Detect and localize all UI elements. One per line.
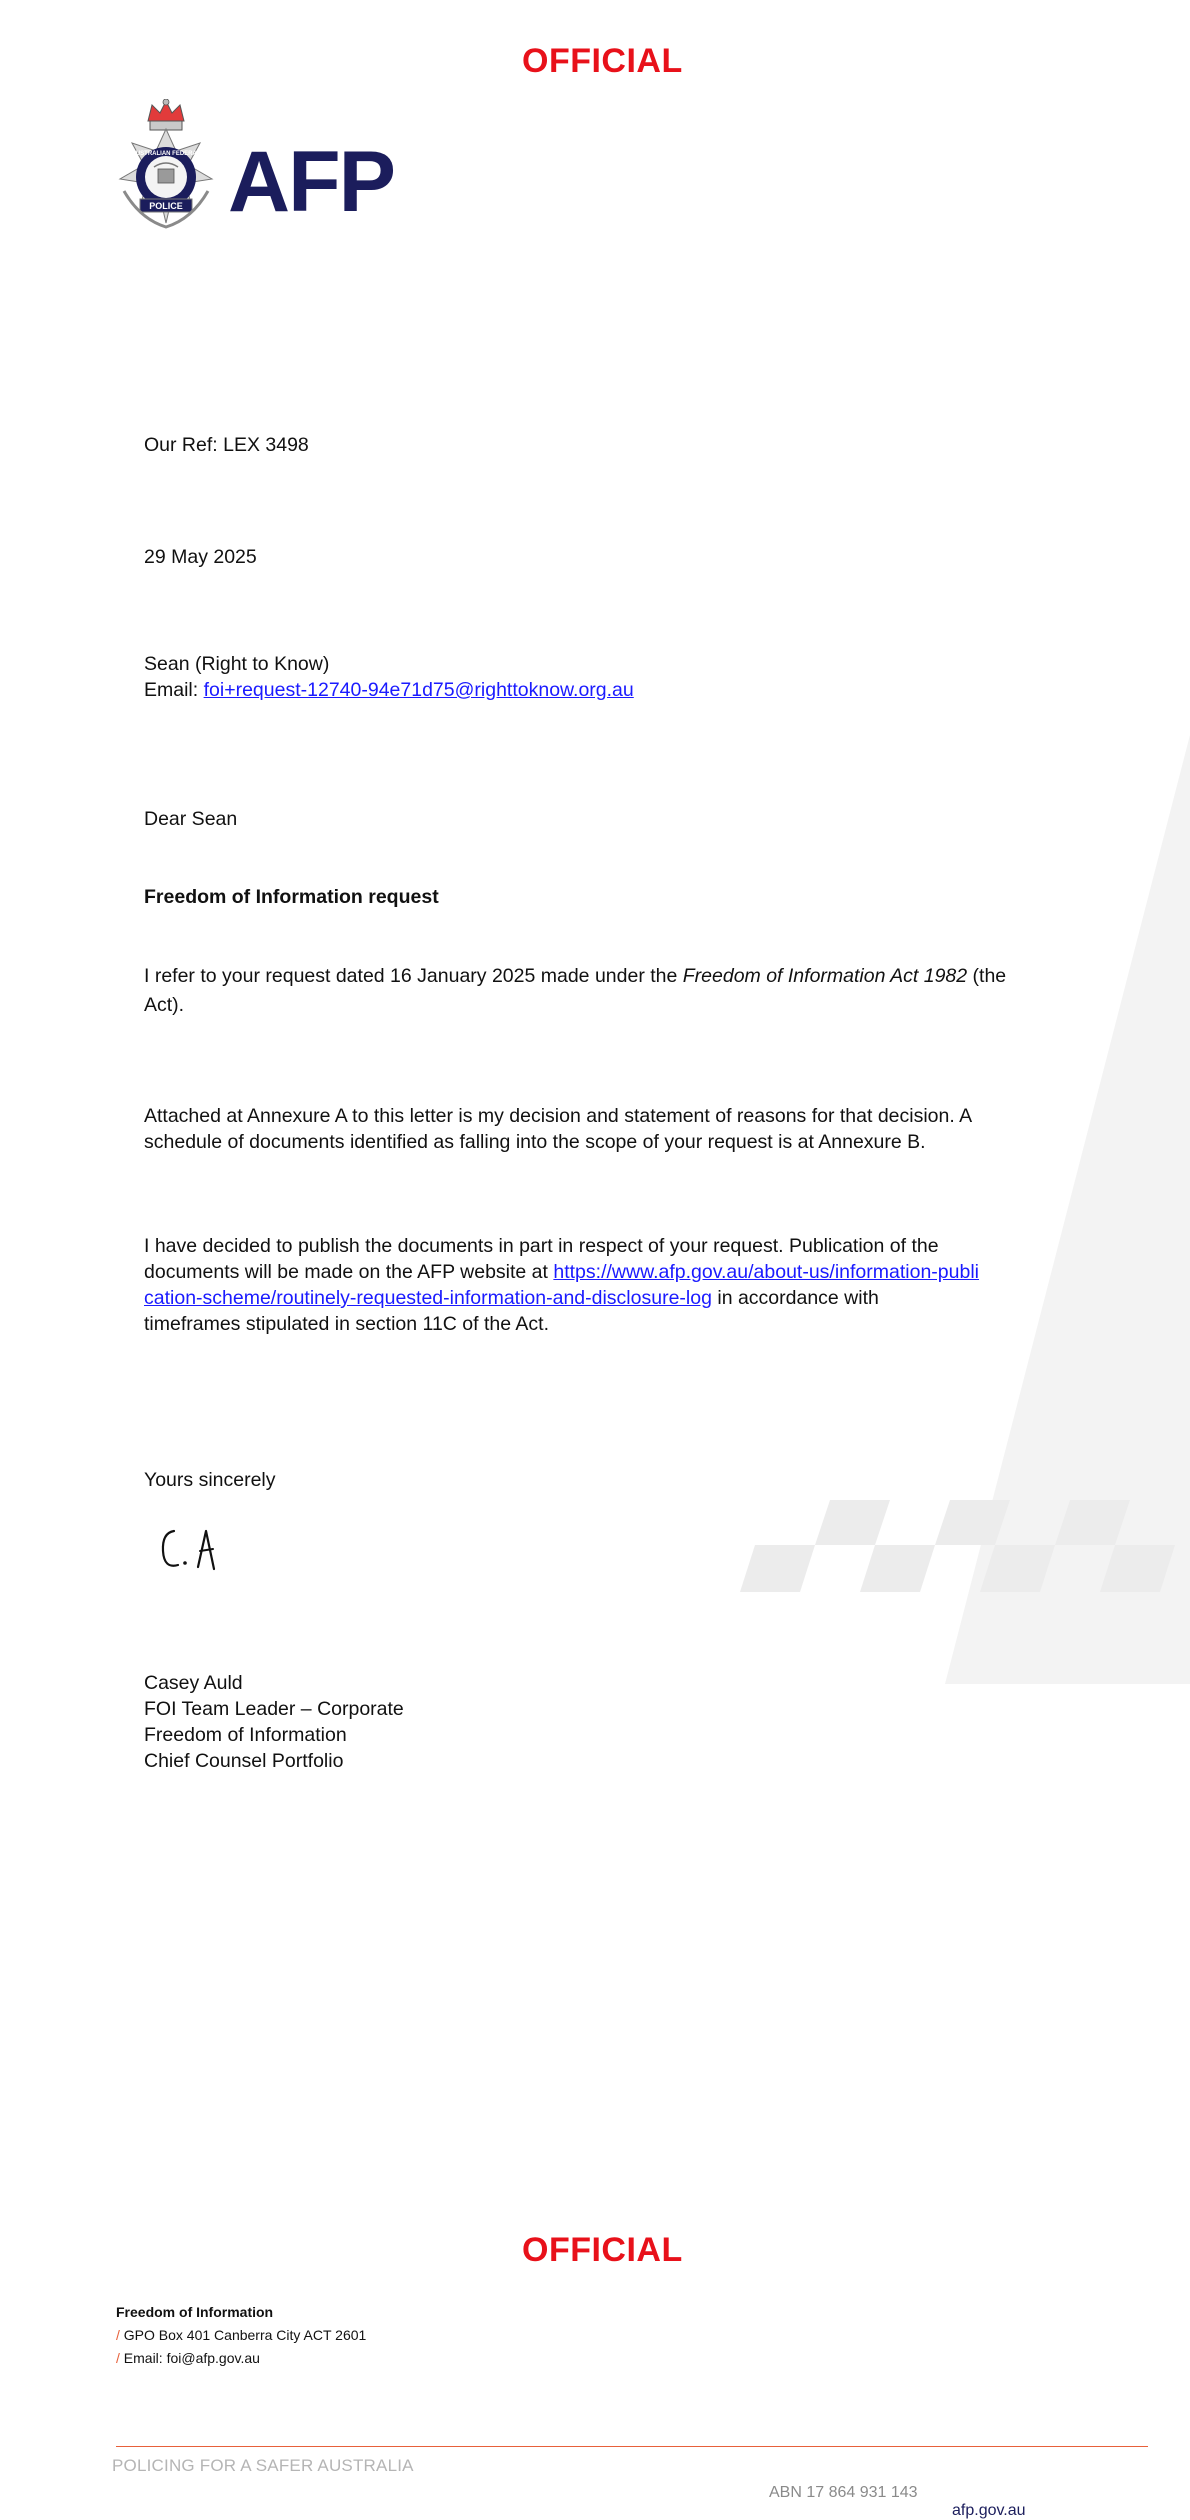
footer-address-line <box>116 2325 1190 2345</box>
paragraph-publication <box>144 1233 979 1337</box>
footer-slash-marker: / <box>116 2350 120 2366</box>
classification-marking-bottom: OFFICIAL <box>522 2231 683 2269</box>
paragraph-request-reference <box>144 962 1044 1020</box>
footer-divider <box>116 2446 1148 2447</box>
para1-text-start: I refer to your request dated 16 January 2025 made under the <box>144 965 683 987</box>
footer-website: afp.gov.au <box>952 2502 1026 2519</box>
footer-tagline: POLICING FOR A SAFER AUSTRALIA <box>112 2456 414 2475</box>
footer-email: Email: foi@afp.gov.au <box>123 2350 260 2366</box>
footer-slash-marker: / <box>116 2327 120 2343</box>
signatory-portfolio: Chief Counsel Portfolio <box>144 1750 344 1772</box>
paragraph-annexures: Attached at Annexure A to this letter is my decision and statement of reasons for that decision. A schedule of documents identified as falling into the scope of your request is at Annexure B. <box>144 1105 972 1153</box>
recipient-name: Sean (Right to Know) <box>144 653 330 675</box>
signatory-block <box>144 1670 1190 1774</box>
salutation: Dear Sean <box>144 808 238 830</box>
disclosure-log-link[interactable]: https://www.afp.gov.au/about-us/information-publication-scheme/routinely-requested-information-and-disclosure-log <box>144 1261 979 1309</box>
recipient-email-line <box>144 677 1190 703</box>
classification-marking-top: OFFICIAL <box>522 42 683 80</box>
footer-address: GPO Box 401 Canberra City ACT 2601 <box>123 2327 367 2343</box>
letter-date: 29 May 2025 <box>144 546 257 568</box>
letter-subject: Freedom of Information request <box>144 886 439 908</box>
footer-unit: Freedom of Information <box>116 2304 274 2320</box>
signatory-name: Casey Auld <box>144 1672 243 1694</box>
handwritten-signature <box>158 1521 238 1581</box>
footer-contact-block <box>116 2302 1190 2368</box>
crest-banner-text: POLICE <box>149 201 183 211</box>
signatory-title: FOI Team Leader – Corporate <box>144 1698 404 1720</box>
signatory-unit: Freedom of Information <box>144 1724 347 1746</box>
crest-ring-text: AUSTRALIAN FEDERAL <box>131 151 201 157</box>
footer-email-line <box>116 2348 1190 2368</box>
footer-abn: ABN 17 864 931 143 <box>769 2484 918 2501</box>
recipient-block <box>144 651 1190 703</box>
crown-icon <box>148 99 184 130</box>
closing: Yours sincerely <box>144 1469 276 1491</box>
afp-logo-text: AFP <box>228 134 394 230</box>
afp-logo <box>110 99 394 239</box>
reference-number: Our Ref: LEX 3498 <box>144 434 309 456</box>
afp-crest-icon <box>110 99 222 235</box>
email-label: Email: <box>144 679 199 701</box>
recipient-email-link[interactable]: foi+request-12740-94e71d75@righttoknow.org.au <box>203 679 634 701</box>
para3-text-end: in accordance with timeframes stipulated in section 11C of the Act. <box>144 1287 879 1335</box>
para1-text-end: (the Act). <box>144 965 1007 1016</box>
para3-text-start: I have decided to publish the documents in part in respect of your request. Publication of the documents will be made on the AFP website at <box>144 1235 939 1283</box>
act-title: Freedom of Information Act 1982 <box>682 965 968 987</box>
